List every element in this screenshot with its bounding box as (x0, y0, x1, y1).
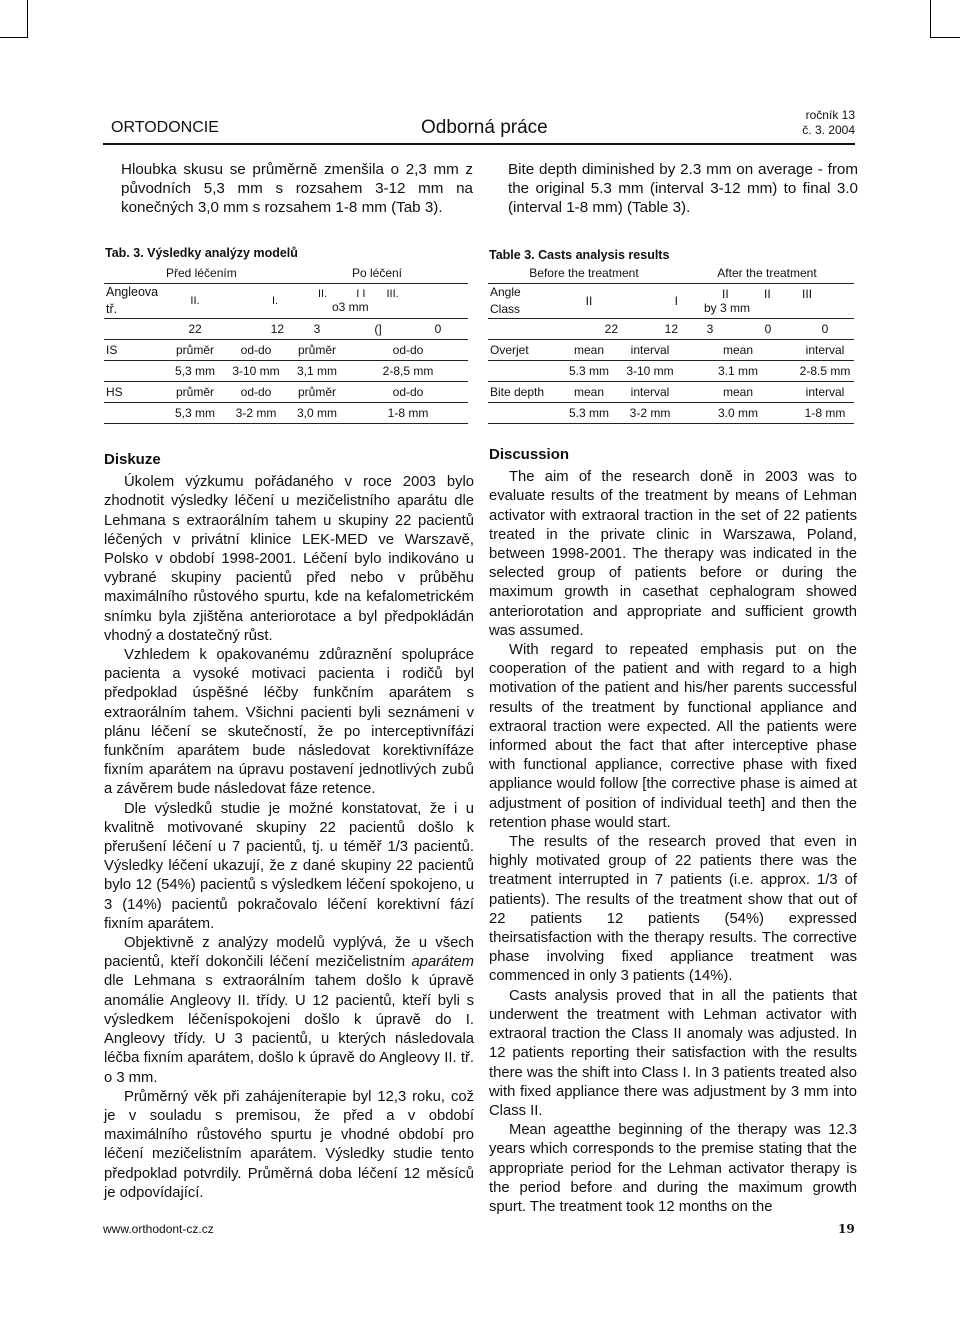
discussion-cz (104, 450, 474, 1203)
cell (286, 284, 468, 319)
table-en-caption: Table 3. Casts analysis results (489, 248, 670, 262)
cell: 3-2 mm (226, 403, 286, 424)
table-row (104, 382, 468, 403)
cell: III (802, 287, 813, 301)
table-row (488, 382, 854, 403)
cell: II (764, 287, 771, 301)
row-label: Overjet (488, 340, 558, 361)
cell: 3-10 mm (620, 361, 680, 382)
table-row (104, 340, 468, 361)
table-cz (104, 263, 468, 424)
cell: II. (318, 288, 328, 300)
row-label-angle (488, 284, 558, 319)
text-run: aparátem (411, 954, 474, 971)
table-row (104, 319, 468, 340)
cell: 5.3 mm (558, 403, 620, 424)
cell: od-do (348, 382, 468, 403)
paragraph: With regard to repeated emphasis put on the cooperation of the patient and with regard to a high motivation of the patient and his/her parents successful results of the treatment by functional appliance and extraoral traction were expected. All the patients were informed about the fact that after interceptive phase with functional appliance, corrective phase with fixed appliance would follow [the corrective phase is aimed at adjustment of position of individual teeth] and then the retention phase would start. (489, 642, 857, 831)
cell: II (585, 294, 593, 308)
paragraph: Mean ageatthe beginning of the therapy was 12.3 years which corresponds to the premise stating that the appropriate period for the Lehman activator therapy is the period before and during the maximum growth spurt. The treatment took 12 months on the (489, 1122, 857, 1215)
cell: 0 (408, 319, 468, 340)
issue-number: č. 3. 2004 (802, 123, 855, 137)
cell: 3-10 mm (226, 361, 286, 382)
table-row (488, 319, 854, 340)
class-label: Class (490, 302, 521, 316)
cell: I (674, 294, 678, 308)
cell: III. (386, 288, 399, 300)
header-before: Před léčením (164, 263, 286, 284)
cell: od-do (226, 382, 286, 403)
section-title: Odborná práce (421, 117, 548, 138)
table-row (488, 403, 854, 424)
cell: mean (680, 382, 796, 403)
intro-cz: Hloubka skusu se průměrně zmenšila o 2,3 mm z původních 5,3 mm s rozsahem 3-12 mm na konečných 3,0 mm s rozsahem 1-8 mm (Tab 3). (121, 161, 473, 216)
text-run: dle Lehmana s extraorálním tahem došlo k úpravě anomálie Angleovy II. třídy. U 12 pacientů, kteří byli s výsledkem léčeníspokojeni došlo k úpravě do I. Angleovy třídy. U 3 pacientů, u kterých následovala léčba fixním aparátem, došlo k úpravě do Angleovy II. tř. o 3 mm. (104, 973, 474, 1086)
table-cz-caption: Tab. 3. Výsledky analýzy modelů (105, 246, 298, 260)
cell: interval (620, 340, 680, 361)
cell: 1-8 mm (348, 403, 468, 424)
section-heading: Diskuze (104, 451, 161, 468)
angle-label: Angle (490, 285, 521, 299)
cell: II. (190, 295, 200, 307)
cell: 3.0 mm (680, 403, 796, 424)
cell: 12 (226, 319, 286, 340)
cell: I I (356, 288, 366, 300)
header-before: Before the treatment (488, 263, 680, 284)
cell: II (722, 287, 729, 301)
crop-mark (930, 0, 931, 38)
cell: 2-8,5 mm (348, 361, 468, 382)
cell: 5,3 mm (164, 361, 226, 382)
header-rule (103, 143, 855, 145)
paragraph: The aim of the research doně in 2003 was to evaluate results of the treatment by means of Lehman activator with extraoral traction in the set of 22 patients treated in the private clinic in Warszawa, Poland, between 1998-2001. The therapy was indicated in the selected group of patients before or during the maximum growth in casethat cephalogram showed anteriorotation and appropriate and sufficient growth was assumed. (489, 469, 857, 639)
paragraph: Dle výsledků studie je možné konstatovat, že i u kvalitně motivované skupiny 22 pacientů došlo k přerušení léčení u 7 pacientů, tj. u téměř 1/3 pacientů. Výsledky léčení ukazují, že z dané skupiny 22 pacientů bylo 12 (54%) pacientů s výsledkem léčení spokojeno, u 3 (14%) pacientů pokračovalo léčení korektivní fází fixním aparátem. (104, 800, 474, 932)
row-label: HS (104, 382, 164, 403)
table-row (104, 284, 468, 319)
table-row (488, 361, 854, 382)
cell: I. (271, 295, 279, 307)
angle-label: Angleova (106, 285, 159, 299)
cell: 5.3 mm (558, 361, 620, 382)
section-heading: Discussion (489, 446, 570, 463)
header-after: Po léčení (286, 263, 468, 284)
cell: 1-8 mm (796, 403, 854, 424)
cell: 22 (558, 319, 620, 340)
cell: 0 (740, 319, 796, 340)
cell: 3 (286, 319, 348, 340)
cell: o3 mm (332, 300, 369, 314)
class-label: tř. (106, 302, 118, 316)
header-after: After the treatment (680, 263, 854, 284)
cell: od-do (226, 340, 286, 361)
cell: by 3 mm (704, 301, 751, 315)
page-number: 19 (838, 1222, 855, 1236)
paragraph: Průměrný věk při zahájeníterapie byl 12,3 roku, což je v souladu s premisou, že před a v období maximálního růstového spurtu je vhodné období pro léčení mezičelistním aparátem. Výsledky studie tento předpoklad potvrdily. Průměrná doba léčení 12 měsíců je odpovídající. (104, 1088, 474, 1201)
volume-year: ročník 13 (805, 108, 855, 122)
table-row (488, 284, 854, 319)
cell: mean (680, 340, 796, 361)
crop-mark (930, 37, 960, 38)
table-row (488, 263, 854, 284)
paragraph: Casts analysis proved that in all the patients that underwent the treatment with Lehman activator with extraoral traction the Class II anomaly was adjusted. In 12 patients reporting their satisfaction with the results there was the shift into Class I. In 3 patients treated also with fixed appliance there was adjustment by 3 mm into Class II. (489, 987, 857, 1119)
cell: 12 (620, 319, 680, 340)
cell: interval (796, 340, 854, 361)
cell: průměr (286, 340, 348, 361)
cell: od-do (348, 340, 468, 361)
cell: průměr (164, 382, 226, 403)
cell: interval (796, 382, 854, 403)
cell: 3 (680, 319, 740, 340)
text-run: Objektivně z analýzy modelů vyplývá, že u všech pacientů, kteří dokončili léčení mezičelistním (104, 935, 474, 971)
cell: průměr (286, 382, 348, 403)
intro-en: Bite depth diminished by 2.3 mm on average - from the original 5.3 mm (interval 3-12 mm) to final 3.0 (interval 1-8 mm) (Table 3). (508, 161, 858, 216)
journal-name: ORTODONCIE (111, 119, 219, 136)
cell: 3,1 mm (286, 361, 348, 382)
page-header (103, 103, 855, 141)
row-label: Bite depth (488, 382, 558, 403)
footer-url: www.orthodont-cz.cz (103, 1222, 214, 1236)
volume-info (802, 108, 855, 138)
paragraph: The results of the research proved that even in highly motivated group of 22 patients there was the treatment interrupted in 7 patients (i.e. approx. 1/3 of patients). The results of the treatment show that out of 22 patients 12 patients (54%) expressed theirsatisfaction with the therapy results. The corrective phase involving fixed appliance treatment was commenced in only 3 patients (14%). (489, 834, 857, 985)
table-row (104, 403, 468, 424)
crop-mark (27, 0, 28, 38)
paragraph (104, 934, 474, 1088)
table-row (104, 361, 468, 382)
cell: 5,3 mm (164, 403, 226, 424)
cell: 3-2 mm (620, 403, 680, 424)
cell (680, 284, 854, 319)
cell: 0 (796, 319, 854, 340)
crop-mark (0, 37, 27, 38)
cell: interval (620, 382, 680, 403)
paragraph: Úkolem výzkumu pořádaného v roce 2003 bylo zhodnotit výsledky léčení u mezičelistního aparátu dle Lehmana s extraorálním tahem u skupiny 22 pacientů léčených v privátní klinice LEK-MED ve Warszavě, Polsko v období 1998-2001. Léčení bylo indikováno u vybrané skupiny pacientů před nebo v průběhu maximálního růstového spurtu, kde na kefalometrickém snímku byla zjištěna anteriorotace a byl předpokládán vhodný a dostatečný růst. (104, 474, 474, 644)
cell: 2-8.5 mm (796, 361, 854, 382)
cell: mean (558, 340, 620, 361)
cell: 22 (164, 319, 226, 340)
table-row (488, 340, 854, 361)
cell: mean (558, 382, 620, 403)
cell: 3.1 mm (680, 361, 796, 382)
discussion-en (489, 445, 857, 1217)
cell: průměr (164, 340, 226, 361)
row-label: IS (104, 340, 164, 361)
table-row (104, 263, 468, 284)
cell: 3,0 mm (286, 403, 348, 424)
row-label-angle (104, 284, 164, 319)
table-en (488, 263, 854, 424)
cell: (] (348, 319, 408, 340)
paragraph: Vzhledem k opakovanému zdůraznění spolupráce pacienta a vysoké motivaci pacienta i rodičů byl předpoklad úspěšné léčby funkčním aparátem s extraorálním tahem. Všichni pacienti byli seznámeni v plánu léčení se skutečností, že po interceptivnífázi funkčním aparátem bude následovat korektivnífáze fixním aparátem na úpravu postavení jednotlivých zubů a závěrem bude následovat fáze retence. (104, 647, 474, 798)
